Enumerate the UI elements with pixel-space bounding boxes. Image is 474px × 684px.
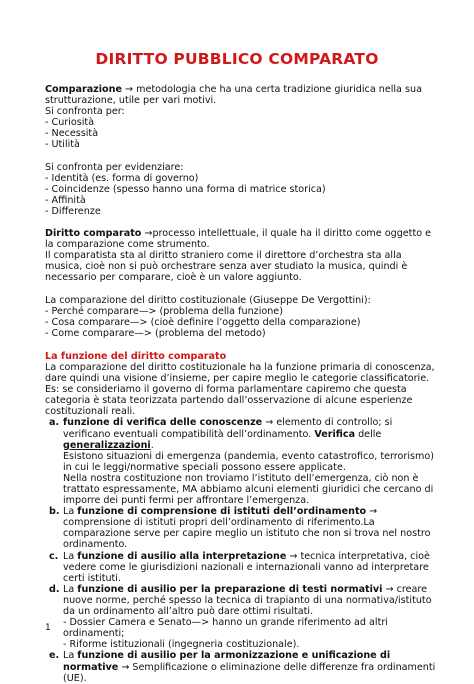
list-item: - Identità (es. forma di governo): [45, 172, 199, 184]
costituzionale-intro: La comparazione del diritto costituzionale (Giuseppe De Vergottini):: [45, 294, 371, 306]
arrow-icon: →: [141, 228, 153, 240]
list-item: - Necessità: [45, 128, 99, 140]
comparatista-paragraph: Il comparatista sta al diritto straniero come il direttore d’orchestra sta alla musica, cioè non si può orchestrare senza aver studiato la musica, quindi è necessario per comparare, cioè è un valore aggiunto.: [45, 250, 408, 284]
diritto-comparato-term: Diritto comparato: [45, 228, 142, 240]
list-item: - Coincidenze (spesso hanno una forma di matrice storica): [45, 183, 326, 195]
list-item: c. La funzione di ausilio alla interpretazione → tecnica interpretativa, cioè vedere come le giurisdizioni nazionali e internazionali vanno ad interpretare certi istituti.: [49, 550, 430, 584]
evidenziare-intro: Si confronta per evidenziare:: [45, 161, 184, 173]
list-item: - Affinità: [45, 194, 86, 206]
list-item: - Curiosità: [45, 117, 95, 129]
list-item: e. La funzione di ausilio per la armonizzazione e unificazione di normative → Semplificazione o eliminazione delle differenze fra ordinamenti (UE).: [49, 650, 436, 684]
list-item: - Differenze: [45, 205, 101, 217]
funzioni-list: [45, 417, 440, 683]
list-item: d. La funzione di ausilio per la preparazione di testi normativi → creare nuove norme, perché spesso la tecnica di trapianto di una normativa/istituto da un ordinamento all’altro può dare ottimi risultati. - Dossier Camera e Senato—> hanno un grande riferimento ad altri ordinamenti; - Riforme istituzionali (ingegneria costituzionale).: [49, 583, 432, 651]
arrow-icon: →: [121, 84, 137, 95]
list-item: - Perché comparare—> (problema della funzione): [45, 305, 283, 317]
section-heading: La funzione del diritto comparato: [45, 350, 227, 362]
list-item: - Utilità: [45, 139, 80, 151]
list-item: - Come comparare—> (problema del metodo): [45, 327, 266, 339]
page-number: 1: [45, 623, 51, 633]
esempio-paragraph: Es: se consideriamo il governo di forma parlamentare capiremo che questa categoria è stata teorizzata partendo dall’osservazione di alcune esperienze costituzionali reali.: [45, 384, 413, 418]
document-title: DIRITTO PUBBLICO COMPARATO: [95, 50, 379, 68]
document-body: [45, 84, 440, 684]
list-item: b. La funzione di comprensione di istituti dell’ordinamento → comprensione di istituti propri dell’ordinamento di riferimento.La comparazione serve per capire meglio un istituto che non si trova nel nostro ordinamento.: [49, 506, 431, 551]
comparazione-term: Comparazione: [45, 84, 122, 95]
diritto-comparato-definition: Diritto comparato →processo intellettuale, il quale ha il diritto come oggetto e la comparazione come strumento.: [45, 228, 432, 251]
comparazione-definition: Comparazione → metodologia che ha una certa tradizione giuridica nella sua strutturazione, utile per vari motivi.: [45, 84, 422, 107]
list-item: a. funzione di verifica delle conoscenze → elemento di controllo; si verificano eventuali compatibilità dell’ordinamento. Verifica delle generalizzazioni. Esistono situazioni di emergenza (pandemia, evento catastrofico, terrorismo) in cui le leggi/normative speciali possono essere applicate. Nella nostra costituzione non troviamo l’istituto dell’emergenza, ciò non è trattato espressamente, MA abbiamo alcuni elementi giuridici che cercano di imporre dei punti fermi per affrontare l’emergenza.: [49, 417, 434, 507]
confronta-per: Si confronta per:: [45, 106, 125, 118]
funzione-paragraph: La comparazione del diritto costituzionale ha la funzione primaria di conoscenza, dare quindi una visione d’insieme, per capire meglio le categorie classificatorie.: [45, 361, 435, 385]
list-item: - Cosa comparare—> (cioè definire l’oggetto della comparazione): [45, 316, 361, 328]
